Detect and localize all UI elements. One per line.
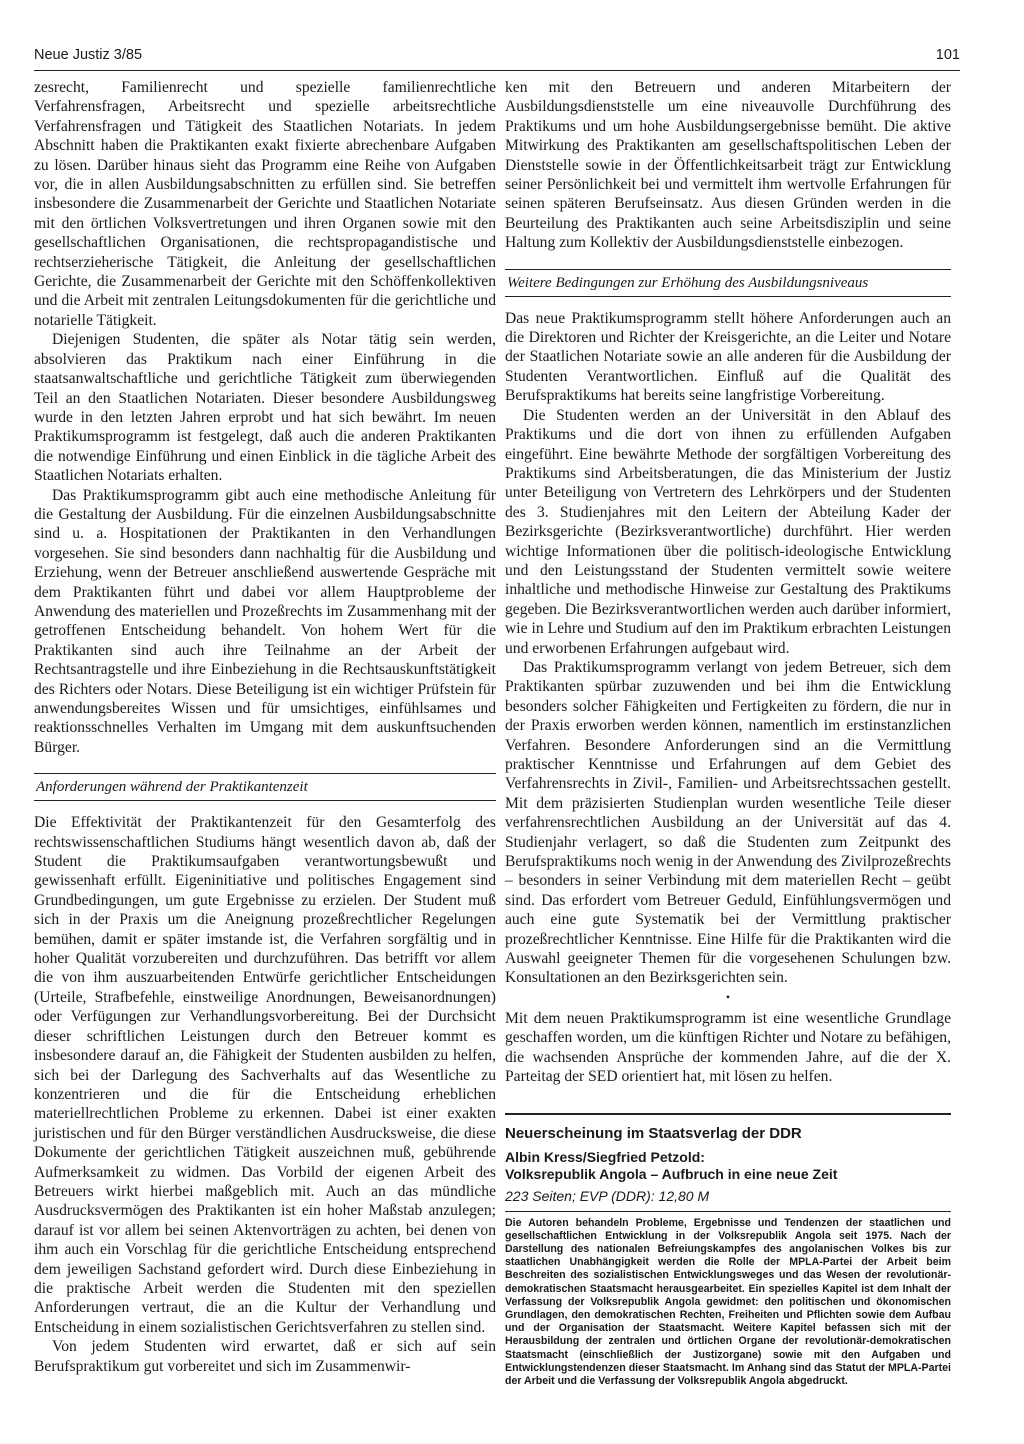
- book-title: Volksrepublik Angola – Aufbruch in eine neue Zeit: [505, 1165, 838, 1182]
- right-column: [505, 78, 951, 1388]
- publisher-announcement: [505, 1113, 951, 1389]
- paragraph: Das Praktikumsprogramm gibt auch eine methodische Anleitung für die Gestaltung der Ausbildung. Für die einzelnen Ausbildungsabschnitte sind u. a. Hospitationen der Praktikanten in den Verhandlungen vorgesehen. Sie sind besonders dann nachhaltig für die Ausbildung und Erziehung, wenn der Betreuer anschließend auswertende Gespräche mit dem Praktikanten führt und dabei vor allem Hauptprobleme der Anwendung des materiellen und Prozeßrechts im Zusammenhang mit der getroffenen Entscheidung behandelt. Von hohem Wert für die Praktikanten sind auch ihre Teilnahme an der Arbeit der Rechtsantragstelle und ihre Einbeziehung in die Rechtsauskunftstätigkeit des Richters oder Notars. Diese Beteiligung ist ein wichtiger Prüfstein für anwendungsbereites Wissen und für umsichtiges, einfühlsames und reaktionsschnelles Verhalten im Umgang mit dem auskunftsuchenden Bürger.: [34, 486, 496, 756]
- running-header: [34, 44, 960, 71]
- book-pages-price: 223 Seiten; EVP (DDR): 12,80 M: [505, 1187, 710, 1204]
- paragraph: Mit dem neuen Praktikumsprogramm ist eine wesentliche Grundlage geschaffen worden, um die künftigen Richter und Notare zu befähigen, die wachsenden Ansprüche der kommenden Jahre, auf die der X. Parteitag der SED orientiert hat, mit lösen zu helfen.: [505, 1009, 951, 1086]
- paragraph: Das neue Praktikumsprogramm stellt höhere Anforderungen auch an die Direktoren und Richter der Kreisgerichte, an die Leiter und Notare der Staatlichen Notariate sowie an alle anderen für die Ausbildung der Studenten Verantwortlichen. Einfluß auf die Qualität des Berufspraktikums hat bereits seine langfristige Vorbereitung.: [505, 309, 951, 405]
- book-description: Die Autoren behandeln Probleme, Ergebnisse und Tendenzen der staatlichen und gesellschaftlichen Entwicklung in der Volksrepublik Angola seit 1975. Nach der Darstellung des nationalen Befreiungskampfes des angolanischen Volkes bis zur staatlichen Unabhängigkeit werden die Rolle der MPLA-Partei der Arbeit beim Beschreiten des sozialistischen Entwicklungsweges und das Wesen der revolutionär-demokratischen Staatsmacht herausgearbeitet. Ein spezielles Kapitel ist dem Inhalt der Verfassung der Volksrepublik Angola gewidmet: den politischen und ökonomischen Grundlagen, den demokratischen Rechten, Freiheiten und Pflichten sowie dem Aufbau und der Organisation der Staatsmacht. Weitere Kapitel befassen sich mit der Herausbildung der zentralen und örtlichen Organe der revolutionär-demokratischen Staatsmacht (einschließlich der Justizorgane) sowie mit den Aufgaben und Entwicklungstendenzen dieser Staatsmacht. Im Anhang sind das Statut der MPLA-Partei der Arbeit und die Verfassung der Volksrepublik Angola abgedruckt.: [505, 1211, 951, 1389]
- journal-issue: Neue Justiz 3/85: [34, 47, 143, 63]
- section-separator: •: [725, 989, 731, 1004]
- section-heading: Anforderungen während der Praktikantenzeit: [34, 773, 496, 801]
- paragraph: zesrecht, Familienrecht und spezielle familienrechtliche Verfahrensfragen, Arbeitsrecht und spezielle arbeitsrechtliche Verfahrensfragen und Tätigkeit des Staatlichen Notariats. In jedem Abschnitt haben die Praktikanten exakt fixierte abrechenbare Aufgaben zu lösen. Darüber hinaus sieht das Programm eine Reihe von Aufgaben vor, die in allen Ausbildungsabschnitten zu erfüllen sind. Sie betreffen insbesondere die Zusammenarbeit der Gerichte und Staatlichen Notariate mit den örtlichen Volksvertretungen und ihren Organen sowie mit den gesellschaftlichen Organisationen, die rechtspropagandistische und rechtserzieherische Tätigkeit, die Anleitung der gesellschaftlichen Gerichte, die Zusammenarbeit der Gerichte mit den Schöffenkollektiven und die Arbeit mit zentralen Leitungsdokumenten für die gerichtliche und notarielle Tätigkeit.: [34, 79, 496, 329]
- paragraph: Das Praktikumsprogramm verlangt von jedem Betreuer, sich dem Praktikanten spürbar zuzuwenden und bei ihm die Entwicklung besonders solcher Fähigkeiten und Fertigkeiten zu fördern, die nur in der Praxis erworben werden können, namentlich im erstinstanzlichen Verfahren. Besondere Anforderungen sind an die Vermittlung praktischer Kenntnisse und Erfahrungen auf dem Gebiet des Verfahrensrechts in Zivil-, Familien- und Arbeitsrechtssachen gestellt. Mit dem präzisierten Studienplan wurden wesentliche Teile dieser verfahrensrechtlichen Ausbildung an der Universität auf das 4. Studienjahr verlagert, so daß die Studenten zum Zeitpunkt des Berufspraktikums noch wenig in der Anwendung des Zivilprozeßrechts – besonders in seiner Verbindung mit dem materiellen Recht – geübt sind. Das erfordert vom Betreuer Geduld, Einfühlungsvermögen und auch eine gute Systematik bei der Vermittlung praktischer prozeßrechtlicher Kenntnisse. Eine Hilfe für die Praktikanten wird die Auswahl geeigneter Themen für die vorgesehenen Schulungen bzw. Konsultationen an den Bezirksgerichten sein.: [505, 658, 951, 987]
- left-column: [34, 78, 496, 1376]
- paragraph: Die Effektivität der Praktikantenzeit für den Gesamterfolg des rechtswissenschaftlichen Studiums hängt wesentlich davon ab, daß der Student die Praktikumsaufgaben verantwortungsbewußt und gewissenhaft erfüllt. Eigeninitiative und politisches Engagement sind Grundbedingungen, um gute Ergebnisse zu erzielen. Der Student muß sich in der Praxis um die Aneignung prozeßrechtlicher Regelungen bemühen, damit er später imstande ist, die Verfahren sorgfältig und in hoher Qualität vorzubereiten und durchzuführen. Das betrifft vor allem die von ihm auszuarbeitenden Entwürfe gerichtlicher Entscheidungen (Urteile, Strafbefehle, einstweilige Anordnungen, Beweisanordnungen) oder Verfügungen zur Verhandlungsvorbereitung. Bei der Durchsicht dieser schriftlichen Leistungen durch den Betreuer kommt es insbesondere darauf an, die Fähigkeit der Studenten ausbilden zu helfen, sich bei der Darlegung des Sachverhalts auf das Wesentliche zu konzentrieren und die für die Entscheidung erheblichen materiellrechtlichen Probleme zu erkennen. Dabei ist einer exakten juristischen und für den Bürger verständlichen Ausdrucksweise, die diese Dokumente der gerichtlichen Tätigkeit auszeichnen muß, gebührende Aufmerksamkeit zu widmen. Das Vorbild der eigenen Arbeit des Betreuers wirkt hierbei maßgeblich mit. Auch an das mündliche Ausdrucksvermögen des Praktikanten ist ein hoher Maßstab anzulegen; darauf ist vor allem bei seinen Aktenvorträgen zu achten, bei denen von ihm auch ein Vorschlag für die gerichtliche Entscheidung entsprechend dem jeweiligen Sachstand gefordert wird. Durch diese Einbeziehung in die praktische Arbeit werden die Studenten mit den speziellen Anforderungen vertraut, die an die Kultur der Verhandlung und Entscheidung in einem sozialistischen Gerichtsverfahren zu stellen sind.: [34, 814, 496, 1336]
- paragraph: Von jedem Studenten wird erwartet, daß er sich auf sein Berufspraktikum gut vorbereitet und sich im Zusammenwir-: [34, 1338, 496, 1375]
- announcement-heading: Neuerscheinung im Staatsverlag der DDR: [505, 1124, 802, 1142]
- paragraph: ken mit den Betreuern und anderen Mitarbeitern der Ausbildungsdienststelle um eine niveauvolle Durchführung des Praktikums und um hohe Ausbildungsergebnisse bemüht. Die aktive Mitwirkung des Praktikanten am gesellschaftspolitischen Leben der Dienststelle sowie in der Öffentlichkeitsarbeit trägt zur Entwicklung seiner Persönlichkeit bei und vermittelt ihm wertvolle Erfahrungen für seinen späteren Berufseinsatz. Aus diesen Gründen werden in die Beurteilung des Praktikanten auch seine Arbeitsdisziplin und seine Haltung zum Kollektiv der Ausbildungsdienststelle einbezogen.: [505, 79, 951, 252]
- book-authors: Albin Kress/Siegfried Petzold:: [505, 1148, 705, 1165]
- paragraph: Die Studenten werden an der Universität in den Ablauf des Praktikums und die dort von ihnen zu erfüllenden Aufgaben eingeführt. Eine bewährte Methode der sorgfältigen Vorbereitung des Praktikums sind Arbeitsberatungen, die das Ministerium der Justiz unter Beteiligung von Vertretern des Lehrkörpers und der Studenten des 3. Studienjahres mit den Leitern der Abteilung Kader der Bezirksgerichte (Bezirksverantwortliche) durchführt. Hier werden wichtige Informationen über die politisch-ideologische Entwicklung und den Leistungsstand der Studenten vermittelt sowie weitere inhaltliche und methodische Hinweise zur Gestaltung des Praktikums gegeben. Die Bezirksverantwortlichen werden auch darüber informiert, wie in Lehre und Studium auf den im Praktikum erbrachten Leistungen und erworbenen Erfahrungen aufgebaut wird.: [505, 406, 951, 657]
- section-heading: Weitere Bedingungen zur Erhöhung des Ausbildungsniveaus: [505, 269, 951, 297]
- page-number: 101: [935, 47, 960, 63]
- paragraph: Diejenigen Studenten, die später als Notar tätig sein werden, absolvieren das Praktikum nach einer Einführung in die staatsanwaltschaftliche und gerichtliche Tätigkeit zum überwiegenden Teil an den Staatlichen Notariaten. Dieser besondere Ausbildungsweg wurde in den letzten Jahren erprobt und hat sich bewährt. Im neuen Praktikumsprogramm ist festgelegt, daß auch die anderen Praktikanten die notwendige Einführung und einen Einblick in die tägliche Arbeit des Staatlichen Notariats erhalten.: [34, 331, 496, 485]
